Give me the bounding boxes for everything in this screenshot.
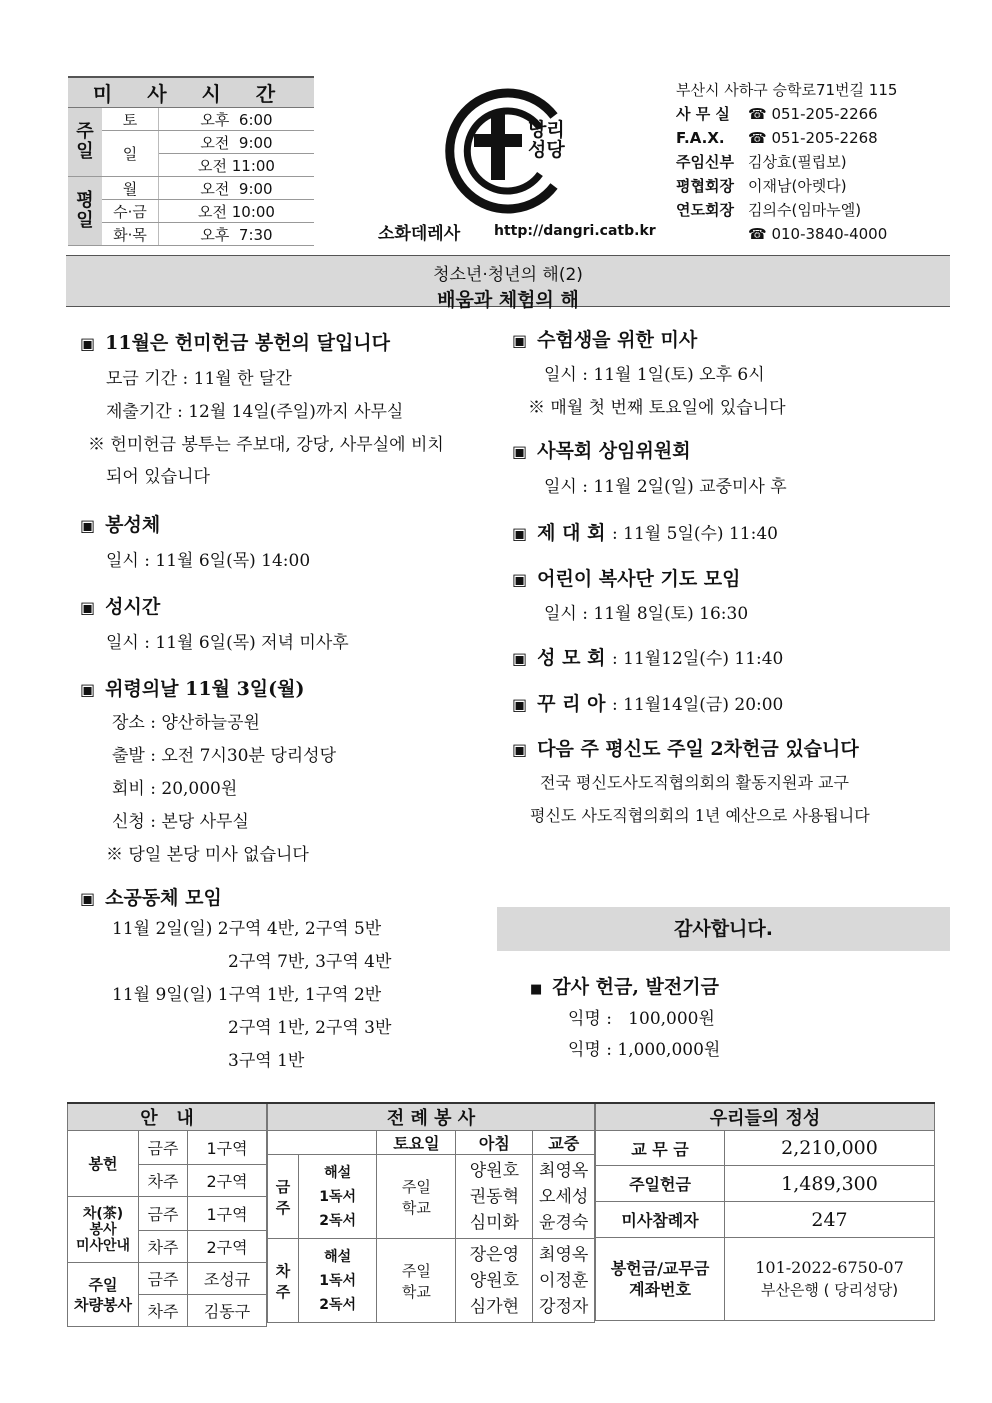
office-label: 사 무 실 [676,105,730,123]
square-bullet-icon: ▣ [80,516,96,535]
logo-text-1: 당리 [528,119,565,141]
text-line: 되어 있습니다 [106,467,210,487]
this-week-label: 금 주 [268,1155,299,1239]
square-bullet-icon: ▣ [80,889,96,908]
server-name: 심가현 [469,1296,520,1317]
week-label: 금주 [139,1263,188,1295]
text-line: 전국 평신도사도직협의회의 활동지원과 교구 [540,773,849,792]
text-line: 일시 : 11월 8일(토) 16:30 [544,604,749,624]
square-bullet-icon: ▣ [512,695,528,714]
event-time: : 11월14일(금) 20:00 [612,695,784,715]
offering-value: 247 [725,1202,935,1238]
section-title: ▣ 다음 주 평신도 주일 2차헌금 있습니다 [512,738,859,760]
section-title: ▣ 수험생을 위한 미사 [512,329,698,351]
col-saturday: 토요일 [377,1131,456,1155]
text-line: ※ 당일 본당 미사 없습니다 [106,845,309,865]
banner-line-1: 청소년·청년의 해(2) [433,265,583,285]
section-title: ▣ 어린이 복사단 기도 모임 [512,568,741,590]
text-line: 2구역 7반, 3구역 4반 [228,952,392,972]
website-link[interactable]: http://dangri.catb.kr [494,223,656,239]
fax-label: F.A.X. [676,129,725,147]
weekday-label: 평 일 [68,177,102,246]
saturday-server: 주일 학교 [377,1155,456,1239]
guide-value: 1구역 [188,1197,267,1231]
text-line: 회비 : 20,000원 [112,779,238,799]
guide-value: 1구역 [188,1131,267,1165]
guide-value: 2구역 [188,1165,267,1197]
text-line: 모금 기간 : 11월 한 달간 [106,369,292,389]
banner-line-2: 배움과 체험의 해 [437,289,579,311]
week-label: 금주 [139,1197,188,1231]
week-label: 차주 [139,1295,188,1327]
text-line: 일시 : 11월 6일(목) 저녁 미사후 [106,633,349,653]
liturgy-table [267,1102,595,1323]
account-number: 101-2022-6750-07 [755,1258,904,1277]
text-line: 2구역 1반, 2구역 3반 [228,1018,392,1038]
text-line: ※ 매월 첫 번째 토요일에 있습니다 [528,398,786,418]
server-name: 윤경숙 [539,1212,589,1233]
guide-table [67,1102,267,1327]
mass-time: 오전 9:00 [159,177,315,200]
square-bullet-icon: ▣ [512,649,528,668]
server-name: 오세성 [539,1186,589,1207]
col-morning: 아침 [456,1131,533,1155]
theme-banner [66,255,950,311]
union-phone: ☎ 010-3840-4000 [748,225,888,243]
bank-name: 부산은행 ( 당리성당) [760,1281,899,1299]
patron-saint: 소화데레사 [378,224,461,244]
guide-value: 조성규 [188,1263,267,1295]
server-name: 심미화 [469,1212,520,1233]
guide-label: 봉헌 [68,1131,139,1197]
offering-value: 1,489,300 [725,1166,935,1202]
square-bullet-icon: ▣ [512,331,528,350]
saturday-server: 주일 학교 [377,1239,456,1323]
mass-time: 오전 11:00 [159,154,315,177]
contact-info [676,78,897,246]
section-title: ▣ 꾸 리 아 : 11월14일(금) 20:00 [512,693,784,715]
square-bullet-icon: ▣ [512,570,528,589]
office-phone: ☎ 051-205-2266 [748,105,878,123]
server-name: 최영옥 [539,1160,589,1181]
mass-time: 오전 10:00 [159,200,315,223]
mass-schedule-table [68,76,314,246]
next-week-label: 차 주 [268,1239,299,1323]
section-title: ▣ 성 모 회 : 11월12일(수) 11:40 [512,647,784,669]
text-line: 익명 : 1,000,000원 [568,1040,721,1060]
text-line: 제출기간 : 12월 14일(주일)까지 사무실 [106,402,404,422]
council-label: 평협회장 [676,177,734,195]
address: 부산시 사하구 승학로71번길 115 [676,81,898,99]
mass-day: 수·금 [102,200,159,223]
priest-label: 주임신부 [676,153,734,171]
sunday-label: 주 일 [68,108,102,177]
week-label: 금주 [139,1131,188,1165]
server-name: 양원호 [469,1160,520,1181]
mass-day: 월 [102,177,159,200]
week-label: 차주 [139,1231,188,1263]
priest-name: 김상효(필립보) [748,153,847,171]
server-name: 최영옥 [539,1244,589,1265]
server-name: 장은영 [469,1244,520,1265]
square-bullet-icon: ▣ [80,334,96,353]
server-name: 이정훈 [539,1270,589,1291]
offering-title: 우리들의 정성 [596,1103,935,1131]
mass-day: 토 [102,108,159,131]
section-title: ▣ 소공동체 모임 [80,887,222,909]
server-name: 강정자 [539,1296,589,1317]
account-label: 봉헌금/교무금 계좌번호 [596,1238,725,1321]
mass-time: 오후 7:30 [159,223,315,246]
event-time: : 11월 5일(수) 11:40 [612,524,778,544]
section-title: ▣ 제 대 회 : 11월 5일(수) 11:40 [512,522,778,544]
square-bullet-icon: ▣ [80,598,96,617]
square-bullet-icon: ▣ [512,442,528,461]
guide-label: 주일 차량봉사 [68,1263,139,1327]
text-line: 일시 : 11월 2일(일) 교중미사 후 [544,477,787,497]
section-title: ▣ 성시간 [80,596,161,618]
text-line: 출발 : 오전 7시30분 당리성당 [112,746,337,766]
section-title: ▣ 봉성체 [80,514,161,536]
text-line: 평신도 사도직협의회의 1년 예산으로 사용됩니다 [530,806,870,825]
section-title: ■ 감사 헌금, 발전기금 [530,976,719,998]
roles: 해설 1독서 2독서 [299,1155,377,1239]
logo-text-2: 성당 [528,139,565,161]
text-line: 장소 : 양산하늘공원 [112,713,260,733]
union-label: 연도회장 [676,201,734,219]
server-name: 권동혁 [469,1186,520,1207]
roles: 해설 1독서 2독서 [299,1239,377,1323]
thanks-banner: 감사합니다. [497,907,950,951]
text-line: 익명 : 100,000원 [568,1009,715,1029]
mass-title: 미 사 시 간 [68,77,314,108]
offering-label: 교 무 금 [596,1131,725,1166]
text-line: 신청 : 본당 사무실 [112,812,249,832]
guide-value: 김동구 [188,1295,267,1327]
fax-phone: ☎ 051-205-2268 [748,129,878,147]
mass-day: 일 [102,131,159,177]
offering-label: 주일헌금 [596,1166,725,1202]
mass-time: 오전 9:00 [159,131,315,154]
council-name: 이재남(아렛다) [748,177,847,195]
section-title: ▣ 위령의날 11월 3일(월) [80,678,305,700]
server-name: 양원호 [469,1270,520,1291]
mass-time: 오후 6:00 [159,108,315,131]
guide-value: 2구역 [188,1231,267,1263]
text-line: ※ 헌미헌금 봉투는 주보대, 강당, 사무실에 비치 [88,435,444,455]
col-main: 교중 [533,1131,595,1155]
square-bullet-icon: ▣ [512,740,528,759]
text-line: 11월 9일(일) 1구역 1반, 1구역 2반 [112,985,382,1005]
guide-title: 안 내 [68,1103,267,1131]
offering-value: 2,210,000 [725,1131,935,1166]
offering-label: 미사참례자 [596,1202,725,1238]
week-label: 차주 [139,1165,188,1197]
section-title: ▣ 사목회 상임위원회 [512,440,691,462]
church-logo [436,86,576,220]
union-name: 김의수(임마누엘) [748,201,862,219]
liturgy-title: 전 례 봉 사 [268,1103,595,1131]
section-title: ▣ 11월은 헌미헌금 봉헌의 달입니다 [80,332,391,354]
text-line: 일시 : 11월 6일(목) 14:00 [106,551,311,571]
guide-label: 차(茶) 봉사 미사안내 [68,1197,139,1263]
mass-day: 화·목 [102,223,159,246]
text-line: 11월 2일(일) 2구역 4반, 2구역 5반 [112,919,382,939]
event-time: : 11월12일(수) 11:40 [612,649,784,669]
square-bullet-icon: ▣ [80,680,96,699]
offering-table [595,1102,935,1321]
bullet-icon: ■ [530,982,543,997]
square-bullet-icon: ▣ [512,524,528,543]
text-line: 일시 : 11월 1일(토) 오후 6시 [544,365,765,385]
text-line: 3구역 1반 [228,1051,305,1071]
